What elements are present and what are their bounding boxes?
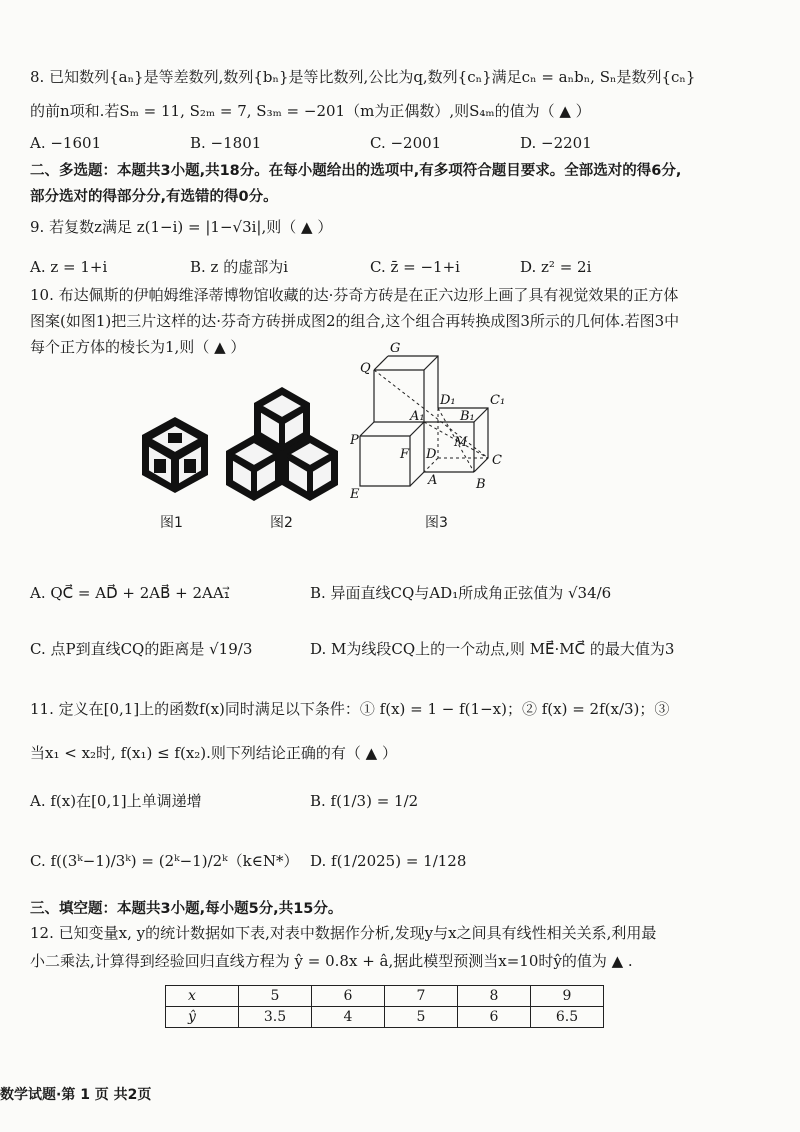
q9-option-b: B. z 的虚部为i: [190, 258, 289, 276]
table-cell: 6.5: [531, 1007, 604, 1028]
q8-line1: 8. 已知数列{aₙ}是等差数列,数列{bₙ}是等比数列,公比为q,数列{cₙ}满足cₙ = aₙbₙ, Sₙ是数列{cₙ}: [30, 68, 696, 86]
q8-option-d: D. −2201: [520, 134, 592, 152]
table-cell: 8: [458, 986, 531, 1007]
q8-option-a: A. −1601: [30, 134, 102, 152]
figure1-cube-tile: [140, 415, 210, 495]
vertex-label: D: [426, 447, 437, 462]
figure2-three-tiles: [222, 385, 342, 503]
q8-option-b: B. −1801: [190, 134, 262, 152]
vertex-label: Q: [360, 361, 371, 376]
q10-line3: 每个正方体的棱长为1,则（ ▲ ）: [30, 338, 246, 356]
q11-option-a: A. f(x)在[0,1]上单调递增: [30, 792, 202, 810]
figure2-label: 图2: [270, 515, 293, 531]
table-row-x: [166, 986, 604, 1007]
q10-line2: 图案(如图1)把三片这样的达·芬奇方砖拼成图2的组合,这个组合再转换成图3所示的几何体.若图3中: [30, 312, 680, 330]
table-cell: 6: [312, 986, 385, 1007]
table-cell: 5: [239, 986, 312, 1007]
vertex-label: G: [390, 341, 401, 356]
q10-option-d: D. M为线段CQ上的一个动点,则 ME⃗·MC⃗ 的最大值为3: [310, 640, 675, 658]
q9-option-d: D. z² = 2i: [520, 258, 592, 276]
vertex-label: D₁: [440, 393, 456, 408]
table-cell: 7: [385, 986, 458, 1007]
vertex-label: M: [454, 435, 468, 450]
q10-option-a: A. QC⃗ = AD⃗ + 2AB⃗ + 2AA₁⃗: [30, 584, 230, 602]
vertex-label: A: [428, 473, 438, 488]
vertex-label: C₁: [490, 393, 506, 408]
table-row-y: [166, 1007, 604, 1028]
table-cell: ŷ: [166, 1007, 239, 1028]
q11-line1: 11. 定义在[0,1]上的函数f(x)同时满足以下条件：① f(x) = 1 − f(1−x)；② f(x) = 2f(x/3)；③: [30, 700, 670, 718]
q11-option-d: D. f(1/2025) = 1/128: [310, 852, 467, 870]
vertex-label: E: [350, 487, 360, 502]
q10-option-b: B. 异面直线CQ与AD₁所成角正弦值为 √34/6: [310, 584, 612, 602]
q9-option-a: A. z = 1+i: [30, 258, 108, 276]
figure3-label: 图3: [425, 515, 448, 531]
q10-option-c: C. 点P到直线CQ的距离是 √19/3: [30, 640, 253, 658]
table-cell: 6: [458, 1007, 531, 1028]
q11-option-b: B. f(1/3) = 1/2: [310, 792, 419, 810]
q12-line2: 小二乘法,计算得到经验回归直线方程为 ŷ = 0.8x + â,据此模型预测当x=10时ŷ的值为 ▲ .: [30, 952, 633, 970]
vertex-label: F: [400, 447, 410, 462]
section2-line1: 二、多选题：本题共3小题,共18分。在每小题给出的选项中,有多项符合题目要求。全部选对的得6分,: [30, 163, 682, 179]
vertex-label: B₁: [460, 409, 475, 424]
q9-stem: 9. 若复数z满足 z(1−i) = |1−√3i|,则（ ▲ ）: [30, 218, 333, 236]
q11-line2: 当x₁ < x₂时, f(x₁) ≤ f(x₂).则下列结论正确的有（ ▲ ）: [30, 744, 397, 762]
page-footer: 数学试题·第 1 页 共2页: [0, 1087, 152, 1103]
section2-line2: 部分选对的得部分分,有选错的得0分。: [30, 189, 278, 205]
q10-line1: 10. 布达佩斯的伊帕姆维泽蒂博物馆收藏的达·芬奇方砖是在正六边形上画了具有视觉效果的正方体: [30, 286, 679, 304]
vertex-label: C: [492, 453, 502, 468]
table-cell: 9: [531, 986, 604, 1007]
statistics-table: [165, 985, 604, 1028]
section3-line1: 三、填空题：本题共3小题,每小题5分,共15分。: [30, 901, 343, 917]
q11-option-c: C. f((3ᵏ−1)/3ᵏ) = (2ᵏ−1)/2ᵏ（k∈N*）: [30, 852, 299, 870]
table-cell: 3.5: [239, 1007, 312, 1028]
vertex-label: A₁: [410, 409, 425, 424]
q12-line1: 12. 已知变量x, y的统计数据如下表,对表中数据作分析,发现y与x之间具有线性相关关系,利用最: [30, 924, 657, 942]
vertex-label: B: [476, 477, 486, 492]
q9-option-c: C. z̄ = −1+i: [370, 258, 460, 276]
table-cell: 4: [312, 1007, 385, 1028]
figure1-label: 图1: [160, 515, 183, 531]
table-cell: 5: [385, 1007, 458, 1028]
vertex-label: P: [350, 433, 359, 448]
q8-line2: 的前n项和.若Sₘ = 11, S₂ₘ = 7, S₃ₘ = −201（m为正偶数）,则S₄ₘ的值为（ ▲ ）: [30, 102, 591, 120]
q8-option-c: C. −2001: [370, 134, 442, 152]
table-cell: x: [166, 986, 239, 1007]
figure3-geometric-solid: [350, 338, 530, 506]
